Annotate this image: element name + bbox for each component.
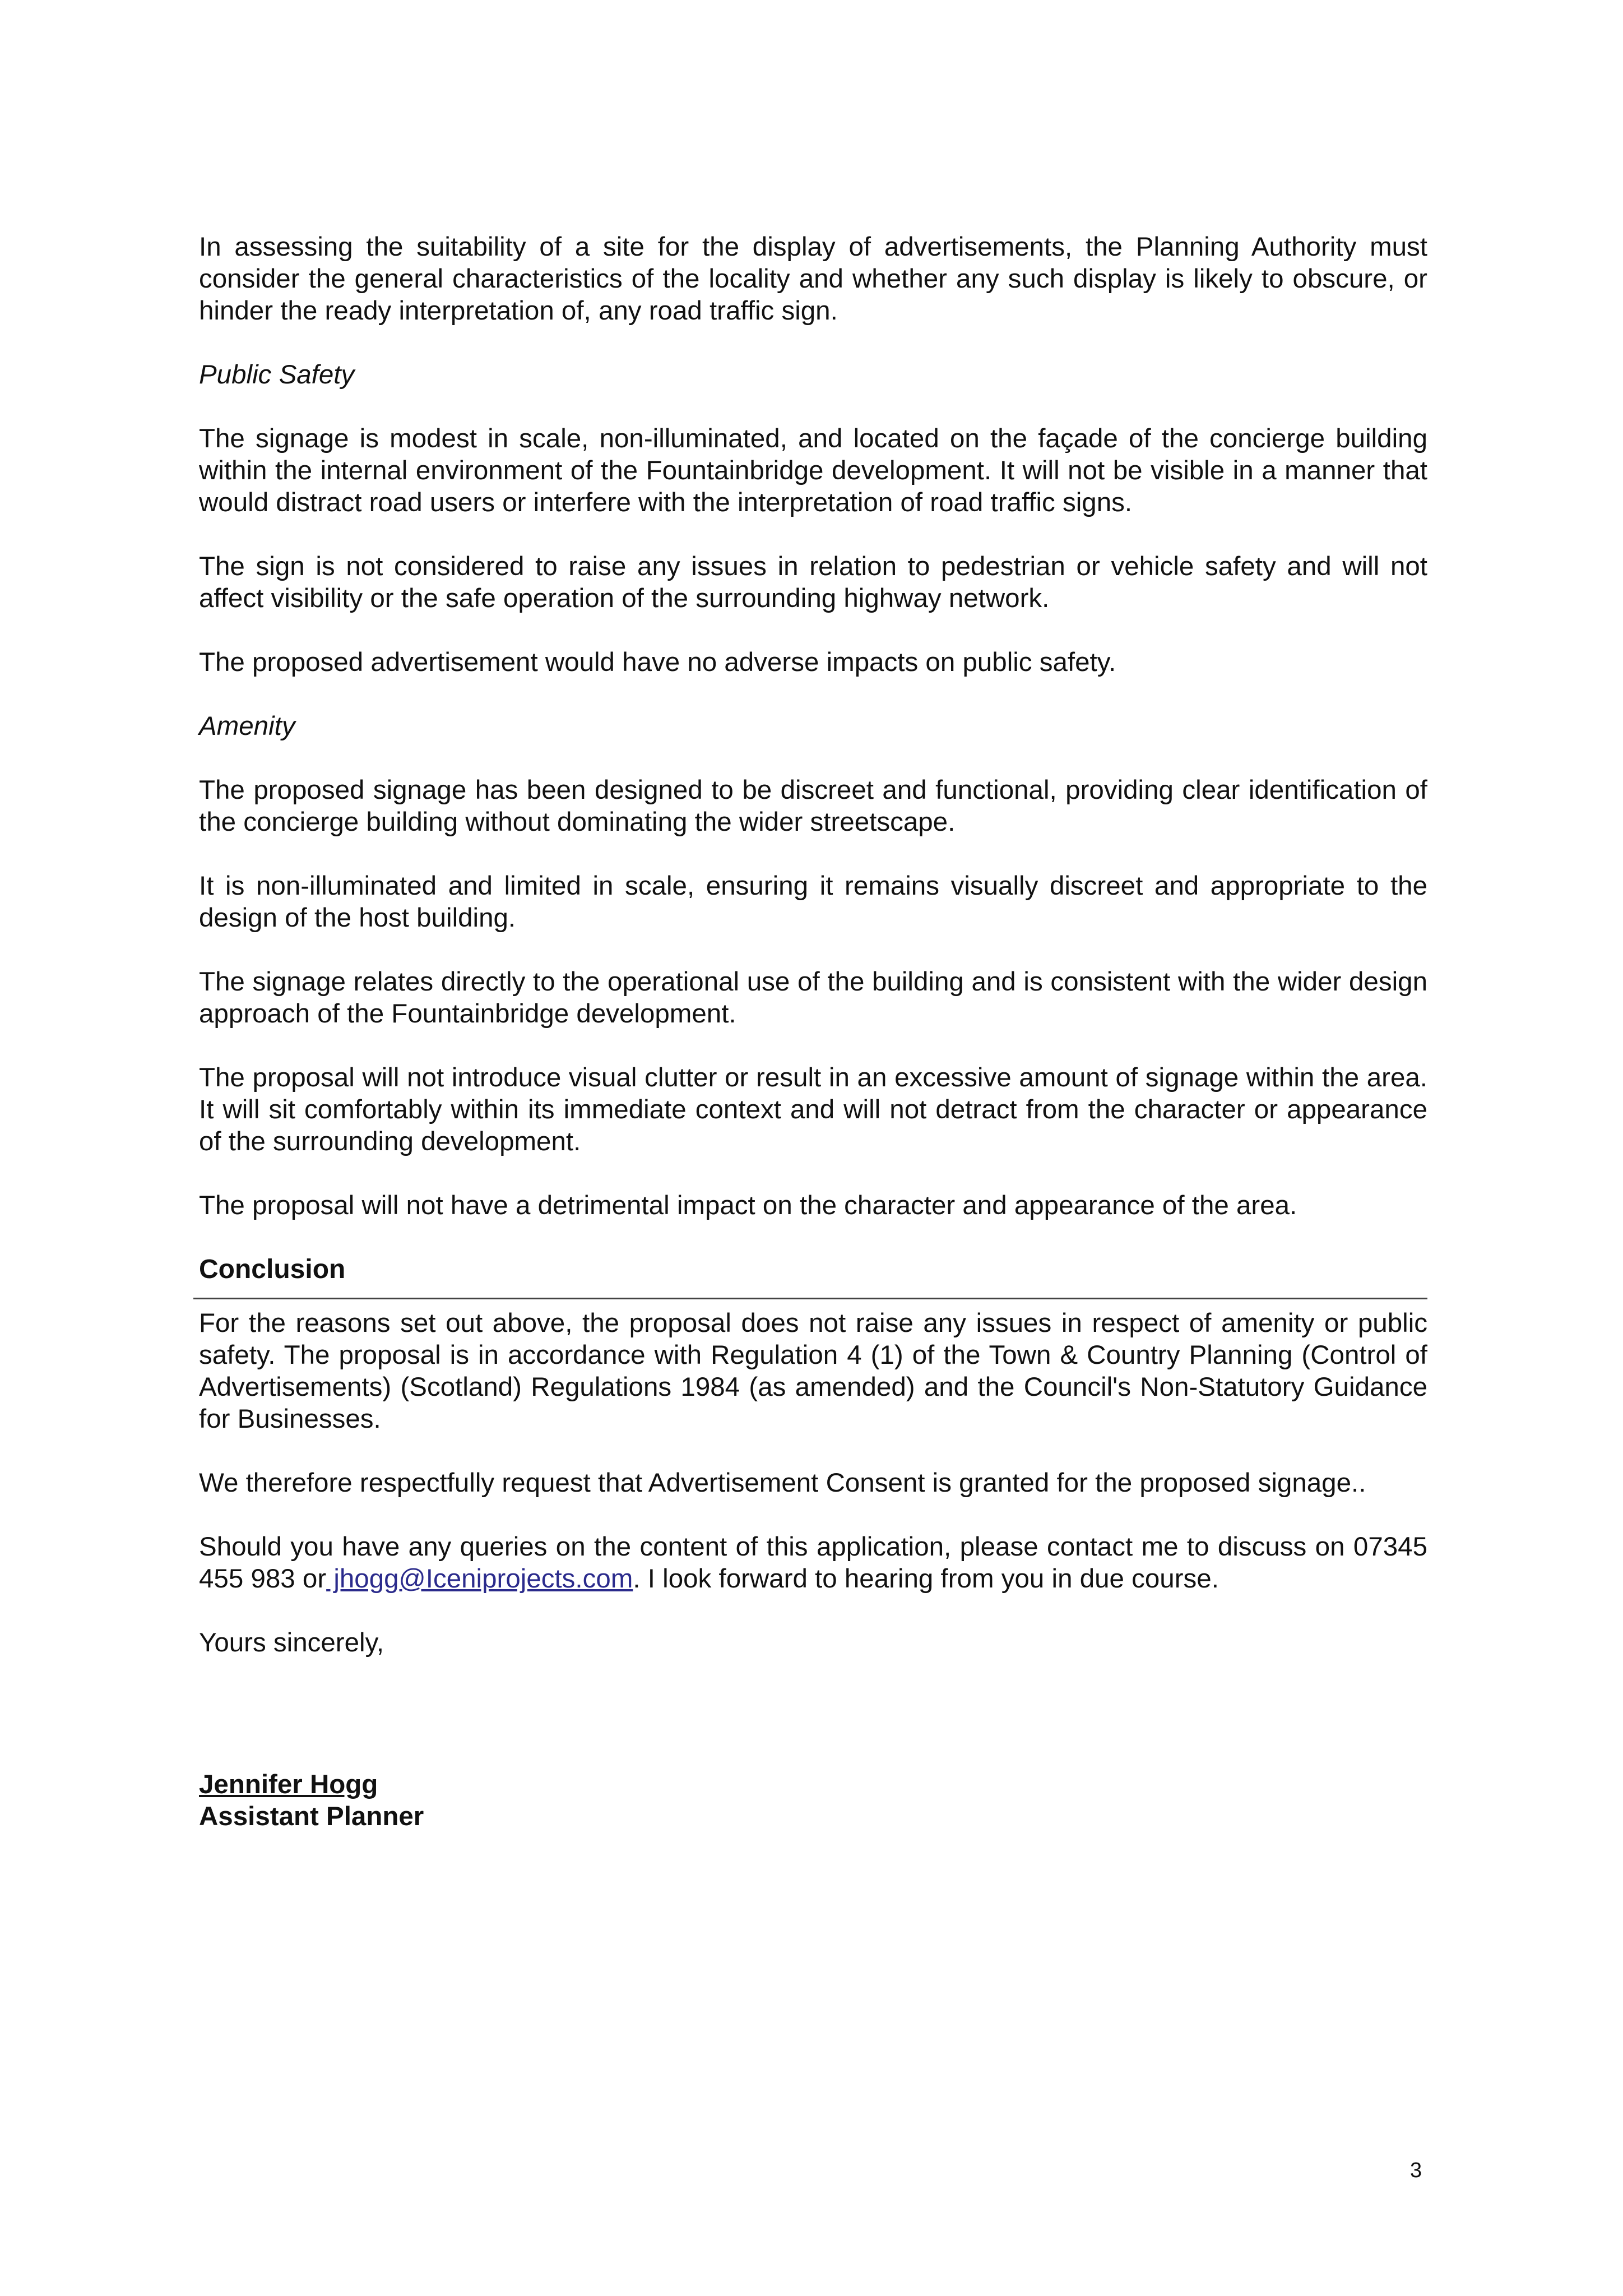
- amenity-paragraph-1: The proposed signage has been designed to be discreet and functional, providing clear identification of the concierge building without dominating the wider streetscape.: [199, 775, 1427, 837]
- public-safety-heading: Public Safety: [199, 360, 355, 390]
- amenity-heading: Amenity: [199, 711, 295, 741]
- amenity-paragraph-2: It is non-illuminated and limited in scale, ensuring it remains visually discreet and appropriate to the design of the host building.: [199, 871, 1427, 933]
- conclusion-paragraph-2: We therefore respectfully request that Advertisement Consent is granted for the proposed signage..: [199, 1468, 1366, 1498]
- public-safety-paragraph-1: The signage is modest in scale, non-illuminated, and located on the façade of the concierge building within the internal environment of the Fountainbridge development. It will not be visible in a manner that would distract road users or interfere with the interpretation of road traffic signs.: [199, 424, 1427, 517]
- amenity-paragraph-5: The proposal will not have a detrimental impact on the character and appearance of the area.: [199, 1191, 1297, 1220]
- public-safety-paragraph-2: The sign is not considered to raise any issues in relation to pedestrian or vehicle safety and will not affect visibility or the safe operation of the surrounding highway network.: [199, 552, 1427, 613]
- closing-salutation: Yours sincerely,: [199, 1628, 384, 1658]
- contact-paragraph: [199, 1531, 1427, 1595]
- contact-email-link[interactable]: jhogg@Iceniprojects.com: [326, 1564, 633, 1594]
- page-number: 3: [1410, 2159, 1422, 2182]
- contact-text-after: . I look forward to hearing from you in due course.: [633, 1564, 1219, 1594]
- conclusion-heading: Conclusion: [199, 1255, 346, 1284]
- conclusion-divider: [193, 1298, 1427, 1299]
- amenity-paragraph-4: The proposal will not introduce visual clutter or result in an excessive amount of signage within the area. It will sit comfortably within its immediate context and will not detract from the character or appearance of the surrounding development.: [199, 1063, 1427, 1156]
- conclusion-paragraph-1: For the reasons set out above, the proposal does not raise any issues in respect of amenity or public safety. The proposal is in accordance with Regulation 4 (1) of the Town & Country Planning (Control of Advertisements) (Scotland) Regulations 1984 (as amended) and the Council's Non-Statutory Guidance for Businesses.: [199, 1308, 1427, 1434]
- amenity-paragraph-3: The signage relates directly to the operational use of the building and is consistent with the wider design approach of the Fountainbridge development.: [199, 967, 1427, 1029]
- contact-text-before: Should you have any queries on the content of this application, please contact me to discuss on 07345 455 983 or: [199, 1532, 1427, 1594]
- public-safety-paragraph-3: The proposed advertisement would have no adverse impacts on public safety.: [199, 647, 1116, 677]
- signatory-name: Jennifer Hogg: [199, 1770, 378, 1799]
- signatory-title: Assistant Planner: [199, 1802, 424, 1831]
- intro-paragraph: In assessing the suitability of a site for the display of advertisements, the Planning Authority must consider the general characteristics of the locality and whether any such display is likely to obscure, or hinder the ready interpretation of, any road traffic sign.: [199, 232, 1427, 326]
- page-body: [199, 231, 1427, 1832]
